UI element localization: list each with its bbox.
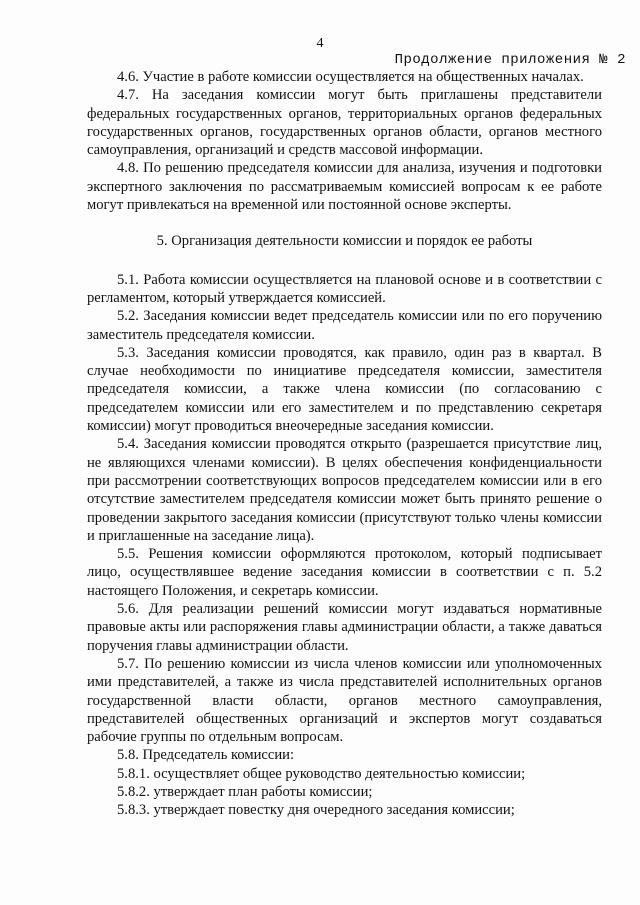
paragraph-5-8-1: 5.8.1. осуществляет общее руководство деятельностью комиссии; <box>117 765 526 782</box>
paragraph-5-5: 5.5. Решения комиссии оформляются протоколом, который подписывает лицо, осуществлявшее ведение заседания комиссии в соответствии с п. 5.2 настоящего Положения, и секретарь комиссии. <box>87 546 602 599</box>
document-body <box>87 68 602 820</box>
paragraph-5-3: 5.3. Заседания комиссии проводятся, как правило, один раз в квартал. В случае необходимости по инициативе председателя комиссии, заместителя председателя комиссии, а также члена комиссии (по согласованию с председателем комиссии или его заместителем и по представлению секретаря комиссии) могут проводиться внеочередные заседания комиссии. <box>87 344 602 435</box>
paragraph-5-7: 5.7. По решению комиссии из числа членов комиссии или уполномоченных ими представителей, а также из числа представителей исполнительных органов государственной власти области, органов местного самоуправления, представителей общественных организаций и экспертов могут создаваться рабочие группы по отдельным вопросам. <box>87 655 602 746</box>
page-number: 4 <box>316 36 324 51</box>
paragraph-5-8: 5.8. Председатель комиссии: <box>117 747 295 764</box>
appendix-label: Продолжение приложения № 2 <box>394 52 626 68</box>
paragraph-5-8-2: 5.8.2. утверждает план работы комиссии; <box>117 783 373 800</box>
paragraph-5-8-3: 5.8.3. утверждает повестку дня очередного заседания комиссии; <box>117 802 515 819</box>
paragraph-4-8: 4.8. По решению председателя комиссии для анализа, изучения и подготовки экспертного заключения по рассматриваемым комиссией вопросам к ее работе могут привлекаться на временной или постоянной основе эксперты. <box>87 160 602 214</box>
paragraph-5-1: 5.1. Работа комиссии осуществляется на плановой основе и в соответствии с регламентом, который утверждается комиссией. <box>87 271 602 306</box>
paragraph-5-6: 5.6. Для реализации решений комиссии могут издаваться нормативные правовые акты или распоряжения главы администрации области, а также даваться поручения главы администрации области. <box>87 601 602 654</box>
paragraph-4-7: 4.7. На заседания комиссии могут быть приглашены представители федеральных государственных органов, территориальных органов федеральных государственных органов, государственных органов области, органов местного самоуправления, организаций и средств массовой информации. <box>87 87 602 159</box>
paragraph-4-6: 4.6. Участие в работе комиссии осуществляется на общественных началах. <box>117 69 584 85</box>
paragraph-5-2: 5.2. Заседания комиссии ведет председатель комиссии или по его поручению заместитель председателя комиссии. <box>87 308 602 343</box>
section-heading: 5. Организация деятельности комиссии и порядок ее работы <box>156 233 533 250</box>
paragraph-5-4: 5.4. Заседания комиссии проводятся открыто (разрешается присутствие лиц, не являющихся членами комиссии). В целях обеспечения конфиденциальности при рассмотрении соответствующих вопросов председателем комиссии или в его отсутствие заместителем председателя комиссии может быть принято решение о проведении закрытого заседания комиссии (присутствуют только члены комиссии и приглашенные на заседание лица). <box>87 436 602 544</box>
